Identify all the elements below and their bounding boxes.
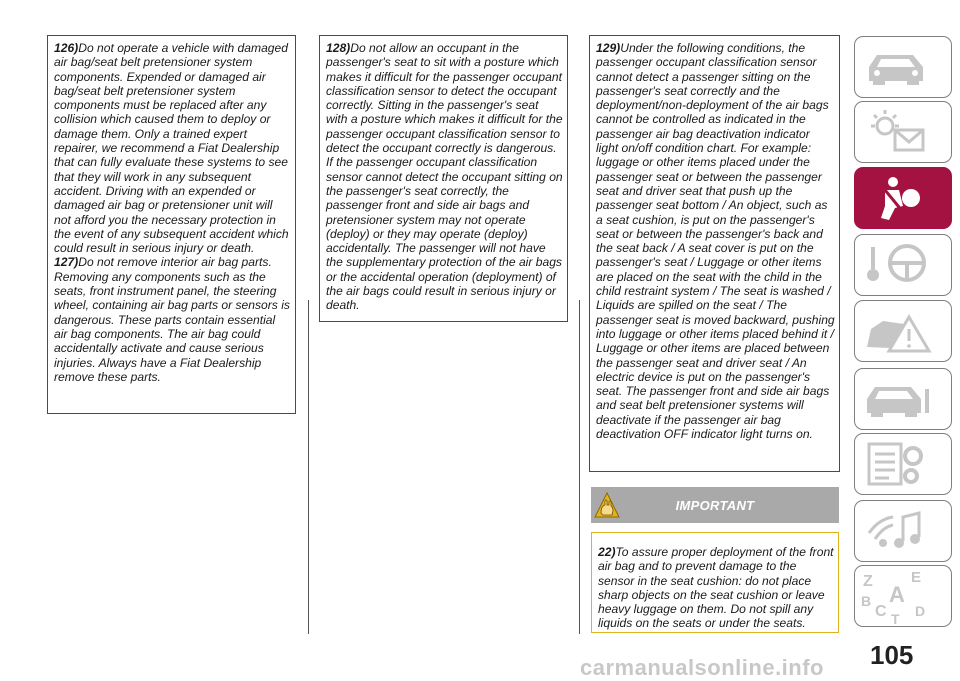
warning-lights-messages-icon bbox=[855, 102, 950, 161]
svg-text:Z: Z bbox=[863, 573, 873, 590]
svg-text:T: T bbox=[891, 611, 900, 625]
column-divider-2 bbox=[579, 300, 580, 634]
note-text: To assure proper deployment of the front air bag and to prevent damage to the sensor in the seat cushion: do not place sharp objects on the seat cushion or leave heavy luggage on them. Do not spill any liquids on the seats or under the seats. bbox=[598, 545, 834, 631]
warning-126 bbox=[54, 41, 291, 255]
important-note-box bbox=[591, 532, 839, 633]
svg-text:E: E bbox=[911, 569, 922, 586]
multimedia-icon bbox=[855, 501, 950, 560]
svg-text:A: A bbox=[889, 582, 905, 607]
warning-box-126-127 bbox=[47, 35, 296, 414]
svg-text:C: C bbox=[875, 603, 887, 620]
tab-airbag-safety[interactable] bbox=[854, 167, 952, 229]
svg-text:D: D bbox=[915, 603, 926, 619]
tab-alphabetical-index[interactable] bbox=[854, 565, 952, 627]
tab-emergency[interactable] bbox=[854, 300, 952, 362]
page-number: 105 bbox=[870, 640, 914, 670]
important-note-22 bbox=[598, 545, 834, 631]
alphabetical-index-icon bbox=[855, 566, 950, 625]
important-header bbox=[591, 487, 839, 523]
watermark: carmanualsonline.info bbox=[580, 655, 824, 680]
warning-128 bbox=[326, 41, 563, 313]
tab-technical-data[interactable] bbox=[854, 433, 952, 495]
warning-127 bbox=[54, 255, 291, 384]
warning-text: Do not remove interior air bag parts. Removing any components such as the seats, front instrument panel, the steering wheel, containing air bag parts or sensors is dangerous. These parts contain essential air bag components. The air bag could accidentally activate and cause serious injuries. Always have a Fiat Dealership remove these parts. bbox=[54, 255, 290, 384]
warning-129 bbox=[596, 41, 835, 441]
column-divider-1 bbox=[308, 300, 309, 634]
technical-data-icon bbox=[855, 434, 950, 493]
warning-number: 127) bbox=[54, 255, 79, 270]
warning-text: Do not allow an occupant in the passenger's seat to sit with a posture which makes it difficult for the passenger occupant classification sensor to detect the occupant correctly. Sitting in the passenger's seat with a posture which makes it difficult for the passenger occupant classification sensor to detect the occupant correctly is dangerous. If the passenger occupant classification sensor cannot detect the occupant sitting on the passenger's seat correctly, the passenger front and side air bags and pretensioner system may not operate (deploy) or they may operate (deploy) accidentally. The passenger will not have the supplementary protection of the air bags or the accidental operation (deployment) of the air bags could result in serious injury or death. bbox=[326, 41, 563, 313]
tab-warning-lights[interactable] bbox=[854, 101, 952, 163]
airbag-safety-icon bbox=[855, 168, 950, 227]
car-dashboard-icon bbox=[855, 37, 950, 96]
car-maintenance-icon bbox=[855, 369, 950, 428]
tab-multimedia[interactable] bbox=[854, 500, 952, 562]
warning-number: 128) bbox=[326, 41, 351, 55]
important-title: IMPORTANT bbox=[675, 498, 755, 513]
note-number: 22) bbox=[598, 545, 616, 559]
svg-text:B: B bbox=[861, 593, 872, 609]
starting-driving-icon bbox=[855, 235, 950, 294]
emergency-icon bbox=[855, 301, 950, 360]
tab-starting-driving[interactable] bbox=[854, 234, 952, 296]
tab-car-maintenance[interactable] bbox=[854, 368, 952, 430]
warning-number: 129) bbox=[596, 41, 621, 55]
warning-box-128 bbox=[319, 35, 568, 322]
tab-car-dashboard[interactable] bbox=[854, 36, 952, 98]
warning-text: Do not operate a vehicle with damaged air bag/seat belt pretensioner system components. Expended or damaged air bag/seat belt pretensioner system components must be replaced after any collision which caused them to deploy or damage them. Only a trained expert repairer, we recommend a Fiat Dealership that can fully evaluate these systems to see that they will work in any subsequent accident. Driving with an expended or damaged air bag or pretensioner unit will not afford you the necessary protection in the event of any subsequent accident which could result in serious injury or death. bbox=[54, 41, 289, 256]
warning-text: Under the following conditions, the passenger occupant classification sensor cannot detect a passenger sitting on the passenger's seat correctly and the deployment/non-deployment of the air bags cannot be controlled as indicated in the passenger air bag deactivation indicator light on/off condition chart. For example: luggage or other items placed under the passenger seat or between the passenger seat and driver seat that push up the passenger seat bottom / An object, such as a seat cushion, is put on the passenger's seat or between the passenger's back and the seat back / A seat cover is put on the passenger's seat / Luggage or other items are placed on the seat with the child in the child restraint system / The seat is washed / Liquids are spilled on the seat / The passenger seat is moved backward, pushing into luggage or other items placed behind it / Luggage or other items are placed between the passenger seat and driver seat / An electric device is put on the passenger's seat. The passenger front and side air bags and seat belt pretensioner systems will deactivate if the passenger air bag deactivation OFF indicator light turns on. bbox=[596, 41, 835, 442]
warning-box-129 bbox=[589, 35, 840, 472]
warning-number: 126) bbox=[54, 41, 79, 55]
